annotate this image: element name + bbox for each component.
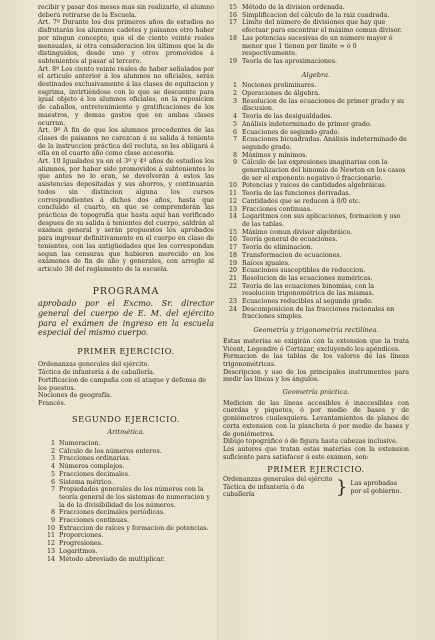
primer-ejercicio-right-note: Las aprobadas por el gobierno.: [350, 479, 402, 495]
primer-ejercicio-item: Ordenanzas generales del ejército.: [38, 361, 150, 369]
algebra-item: 8 Máximos y mínimos.: [232, 151, 308, 159]
primer-ejercicio-right-items: [223, 476, 333, 499]
aritmetica-item: 18 Las potencias sucesivas de un número mayor ó menor que 1 tienen por límite ∞ ó 0 respectivamente.: [228, 34, 393, 58]
algebra-item: 22 Teoría de las ecuaciones binomias, con la resolucion trigonométrica de las mismas.: [228, 282, 375, 298]
algebra-item: 19 Raíces iguales.: [228, 259, 290, 267]
algebra-item: 6 Ecuaciones de segundo grado.: [232, 128, 340, 136]
primer-ejercicio-item: Nociones de geografía.: [38, 392, 112, 400]
aritmetica-item: 13 Logaritmos.: [46, 547, 98, 555]
geometria-practica-paragraph: Los autores que tratan estas materias con la extension suficiente para satisfacer á este exámen, son:: [223, 445, 409, 461]
algebra-item: 17 Teoría de eliminacion.: [228, 244, 313, 252]
geometria-subtitle: Geometría y trigonometría rectilínea.: [253, 326, 379, 335]
primer-ejercicio-item: Francés.: [38, 399, 66, 407]
primer-ejercicio-item: Táctica de infantería á de caballería.: [38, 369, 155, 377]
geometria-paragraph: Estas materias se exigirán con la extension que la trata Vicent, Legendre ó Cortázar, excluyendo los apéndices.: [223, 337, 409, 353]
algebra-item: 7 Ecuaciones bicuadradas. Análisis indeterminado de segundo grado.: [232, 136, 407, 151]
aritmetica-item: 11 Proporciones.: [46, 532, 104, 540]
left-column: [38, 4, 214, 563]
algebra-item: 9 Cálculo de las expresiones imaginarias con la generalizacion del binomio de Newton en los casos de ser el exponente negativo ó fraccionario.: [232, 159, 406, 182]
segundo-ejercicio-title: SEGUNDO EJERCICIO.: [71, 413, 181, 424]
paragraph-art-8: Art. 8º Los ciento veinte reales de haber señalados por el articulo anterior á los alumnos no oficiales, serán destinados exclusivamente á las clases de equitacion y esgrima, invirtiéndose con lo que se descuente para igual objeto á los alumnos oficiales, en la reposicion de caballos, entretenimiento y gratificaciones de los maestros, y demas gastos que en ambas clases ocurran.: [38, 65, 214, 127]
algebra-item: 11 Teoría de las funciones derivadas.: [228, 190, 351, 198]
algebra-item: 12 Cantidades que se reducen á 0/0 etc.: [228, 197, 361, 205]
aritmetica-item: 1 Numeracion.: [50, 440, 101, 448]
aritmetica-item: 8 Fracciones decimales periódicas.: [50, 509, 166, 517]
aritmetica-item: 4 Números complejos.: [50, 463, 125, 471]
geometria-practica-paragraph: Medicion de las líneas accesibles é inaccesibles con cuerdas y piquetes, ó por medio de bases y de goniómetros cualesquiera. Levantamientos de planos de corta extension con la plancheta ó por medio de bases y de goniómetros.: [223, 399, 409, 438]
aritmetica-item: 6 Sistema métrico.: [50, 478, 114, 486]
primer-ejercicio-right-item: Táctica de infantería ó de caballería: [223, 483, 305, 499]
primer-ejercicio-right-title: PRIMER EJERCICIO.: [267, 464, 365, 475]
algebra-item: 10 Potencias y raíces de cantidades algebráicas.: [228, 182, 387, 190]
geometria-paragraph: Formacion de las tablas de los valores de las líneas trigonométricas.: [223, 353, 409, 368]
algebra-item: 5 Análisis indeterminado de primer grado.: [232, 120, 372, 128]
aritmetica-item: 16 Simplificacion del cálculo de la raiz cuadrada.: [228, 11, 390, 19]
right-column: [223, 4, 409, 499]
aritmetica-item: 12 Progresiones.: [46, 540, 103, 548]
aritmetica-subtitle: Aritmética.: [107, 428, 145, 437]
page-fold: [216, 0, 220, 640]
algebra-item: 15 Máximo comun divisor algebráico.: [228, 228, 353, 236]
algebra-item: 14 Logaritmos con sus aplicaciones, formacion y uso de las tablas.: [228, 213, 401, 228]
primer-ejercicio-title: PRIMER EJERCICIO.: [77, 345, 175, 356]
algebra-item: 1 Nociones preliminares.: [232, 82, 317, 90]
brace-icon: }: [336, 476, 348, 498]
aritmetica-item: 10 Extraccion de raíces y formacion de potencias.: [46, 524, 209, 532]
algebra-item: 16 Teoría general de ecuaciones.: [228, 236, 338, 244]
primer-ejercicio-item: Fortificacion de campaña con el ataque y defensa de los puestos.: [38, 376, 206, 392]
algebra-item: 23 Ecuaciones reducibles al segundo grado.: [228, 298, 373, 306]
aritmetica-item: 19 Teoría de las aproximaciones.: [228, 57, 337, 65]
paragraph-art-7: Art. 7º Durante los dos primeros años de estudios no disfrutarán los alumnos cadetes y paisanos otro haber por ningun concepto, que el de ciento veinte reales mensuales, si otra consideracion los últimos que la de distinguidos, desde uno y otros promovidos á subtenientes al pasar al tercero.: [38, 19, 214, 65]
aritmetica-item: 17 Límite del número de divisiones que hay que efectuar para encontrar el máximo comun divisor.: [228, 19, 402, 35]
aritmetica-item: 9 Fracciones continuas.: [50, 517, 130, 525]
algebra-item: 3 Resolucion de las ecuaciones de primer grado y su discusion.: [232, 97, 405, 113]
algebra-subtitle: Algebra.: [301, 70, 331, 79]
aritmetica-item: 14 Método abreviado de multiplicar.: [46, 555, 165, 563]
algebra-item: 20 Ecuaciones susceptibles de reduccion.: [228, 267, 366, 275]
aritmetica-item: 3 Fracciones ordinarias.: [50, 455, 131, 463]
primer-ejercicio-right-block: [223, 476, 409, 499]
aritmetica-item: 15 Método de la division ordenada.: [228, 4, 345, 11]
geometria-practica-paragraph: Dibujo topográfico ó de figura hasta cabezas inclusive.: [223, 438, 398, 446]
geometria-paragraph: Descripcion y uso de los principales instrumentos para medir las líneas y los ángulos.: [223, 368, 409, 384]
algebra-item: 18 Transformacion de ecuaciones.: [228, 251, 342, 259]
algebra-item: 2 Operaciones de álgebra.: [232, 90, 321, 98]
aritmetica-item: 5 Fracciones decimales.: [50, 470, 131, 478]
algebra-item: 13 Fracciones continuas.: [228, 205, 313, 213]
algebra-item: 4 Teoría de las desigualdades.: [232, 113, 333, 121]
algebra-item: 24 Descomposicion de las fracciones racionales en fracciones simples.: [228, 305, 395, 321]
paragraph-continuation: recibir y pasar dos meses mas sin realizarlo, el alumno deberá retirarse de la Escuela.: [38, 4, 214, 19]
algebra-item: 21 Resolucion de las ecuaciones numéricas.: [228, 274, 373, 282]
programa-title: PROGRAMA: [92, 285, 160, 297]
geometria-practica-subtitle: Geometría práctica.: [282, 388, 350, 397]
paragraph-art-9: Art. 9º Á fin de que los alumnos procedentes de las clases de paisanos no carezcan á su salida á teniente de la instruccion práctica del recluta, se les obligará á ella en el cuarto año como clase accesoria.: [38, 127, 214, 158]
primer-ejercicio-right-item: Ordenanzas generales del ejército: [223, 476, 333, 484]
paragraph-art-10: Art. 10 Igualados ya en el 3º y 4º años de estudios los alumnos, por haber sido promovidos á subtenientes lo que antes no lo eran, se devolverán á estos las asistencias depositadas y sus ahorros, y continuarán todos sin distincion alguna los cursos correspondientes á dichos dos años, hasta que concluido el cuarto, en que se comprenderán las prácticas de topografía que hasta aquí han verificado despues de su salida á tenientes del cuerpo, saldrán al examen general y serán propuestos los aprobados para ingresar definitivamente en el cuerpo en clase de tenientes, con las antigüedades que les correspondan segun las censuras que hubieren merecido en los exámenes de fin de año y generales, con arreglo al articulo 38 del reglamento de la escuela.: [38, 158, 214, 273]
aritmetica-item: 2 Cálculo de los números enteros.: [50, 447, 162, 455]
programa-intro: aprobado por el Excmo. Sr. director general del cuerpo de E. M. del ejército para el exámen de ingreso en la escuela especial del mismo cuerpo.: [38, 299, 214, 338]
aritmetica-item: 7 Propiedades generales de los números con la teoría general de los sistemas de numeracion y la de la divisibilidad de los números.: [50, 486, 210, 509]
